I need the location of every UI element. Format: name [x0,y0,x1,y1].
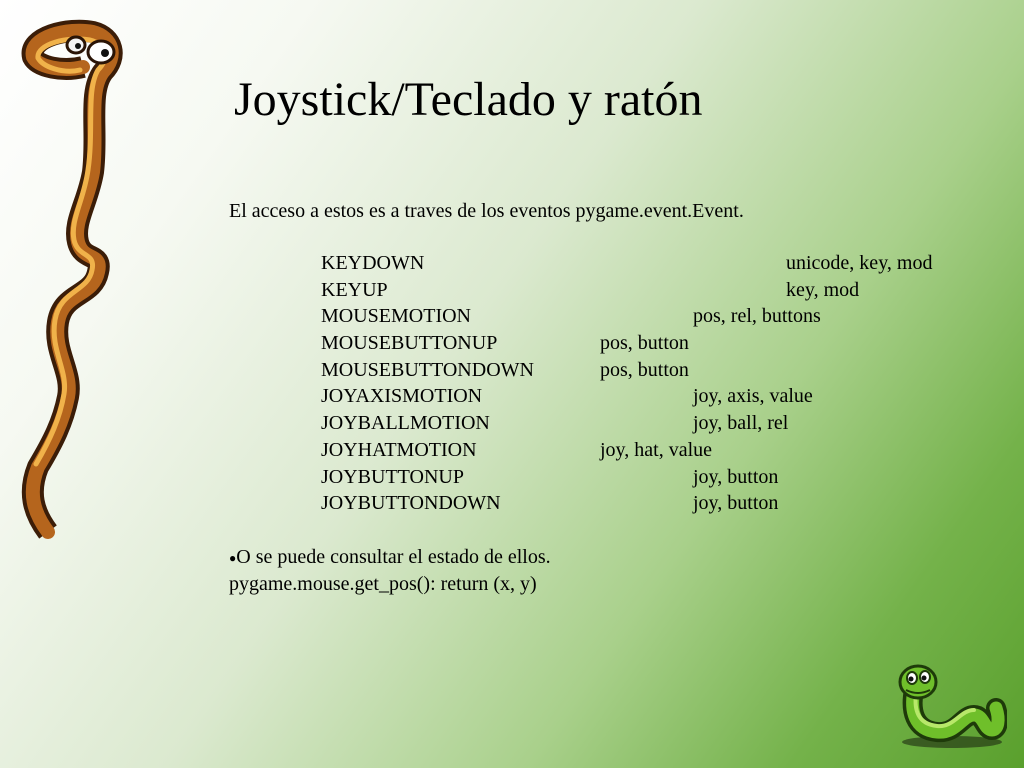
event-attributes: joy, ball, rel [693,412,789,435]
green-snake-icon [892,660,1007,750]
event-attributes: joy, button [693,465,779,488]
event-row [321,357,1001,384]
event-name: JOYAXISMOTION [321,385,483,408]
event-name: MOUSEBUTTONDOWN [321,358,534,381]
code-line: pygame.mouse.get_pos(): return (x, y) [229,573,537,595]
event-attributes: joy, button [693,492,779,515]
event-row [321,490,1001,517]
event-name: JOYBUTTONUP [321,465,464,488]
bullet-dot: ● [229,551,237,565]
event-attributes: unicode, key, mod [786,252,933,274]
event-attributes: joy, hat, value [600,438,713,461]
event-row [321,330,1001,357]
event-name: JOYHATMOTION [321,438,477,461]
event-row [321,250,1001,277]
event-row [321,277,1001,304]
event-row [321,410,1001,437]
slide-title: Joystick/Teclado y ratón [234,73,703,126]
event-name: KEYDOWN [321,252,425,274]
event-attributes: key, mod [786,278,860,301]
event-name: JOYBUTTONDOWN [321,492,501,515]
event-row [321,437,1001,464]
event-name: JOYBALLMOTION [321,412,490,435]
event-name: MOUSEMOTION [321,305,471,328]
event-name: MOUSEBUTTONUP [321,332,498,355]
event-row [321,464,1001,491]
bullet-text: O se puede consultar el estado de ellos. [236,546,551,568]
event-attributes: joy, axis, value [693,385,813,408]
bullet-item [229,544,551,571]
event-attributes: pos, rel, buttons [693,305,821,328]
event-row [321,303,1001,330]
event-row [321,383,1001,410]
intro-text: El acceso a estos es a traves de los eventos pygame.event.Event. [229,200,744,222]
event-attributes: pos, button [600,358,689,381]
brown-snake-icon [8,12,138,542]
event-name: KEYUP [321,278,388,301]
event-attributes: pos, button [600,332,689,355]
event-list [321,250,1001,517]
